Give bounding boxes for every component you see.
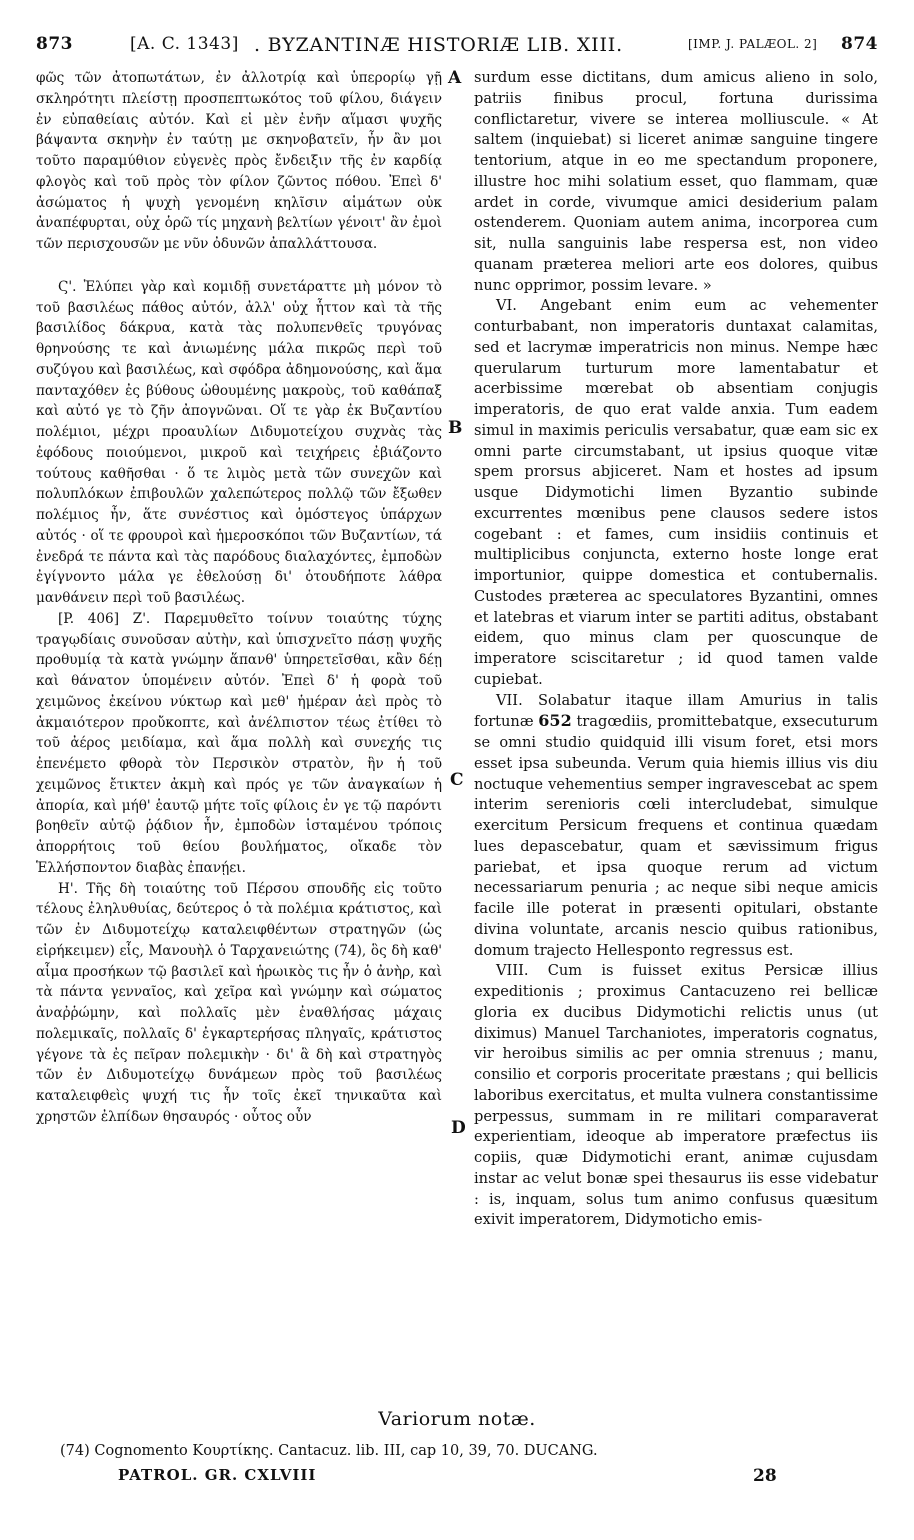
latin-text-column: [474, 68, 878, 1231]
volume-reference: PATROL. GR. CXLVIII: [118, 1466, 317, 1484]
margin-marker-a: A: [448, 68, 462, 88]
latin-paragraph: surdum esse dictitans, dum amicus alieno in solo, patriis finibus procul, fortuna durissima conflictaretur, vivere se interea molliuscule. « At saltem (inquiebat) si liceret animæ sanguine tingere tentorium, atque in eo me spectandum proponere, illustre hoc mihi solatium esset, quo flammam, quæ ardet in corde, vivumque amici desiderium palam ostenderem. Quoniam autem anima, incorporea cum sit, nulla sanguinis labe respersa est, non video quanam præterea meliori arte eos dolores, quibus nunc opprimor, possim levare. »: [474, 69, 878, 294]
greek-paragraph: φῶς τῶν ἀτοπωτάτων, ἐν ἀλλοτρίᾳ καὶ ὑπερορίῳ γῇ σκληρότητι πλείστῃ προσπεπτωκότος τοῦ φίλου, διάγειν ἐν εὐπαθείαις αὐτόν. Καὶ εἰ μὲν ἐνῆν αἵμασι ψυχῆς βάψαντα σκηνὴν ἐν ταύτῃ με σκηνοβατεῖν, ἦν ἂν μοι τοῦτο παραμύθιον εὐγενὲς πρὸς ἔνδειξιν τῆς ἐν καρδίᾳ φλογὸς καὶ τοῦ πρὸς τὸν φίλον ζῶντος πόθου. Ἐπεὶ δ' ἀσώματος ἡ ψυχὴ γενομένη κηλῖσιν αἱμάτων οὐκ ἀναπέφυρται, οὐχ ὁρῶ τίς μηχανὴ βελτίων γένοιτ' ἂν ἐμοὶ τῶν περισχουσῶν με νῦν ὀδυνῶν ἀπαλλάττουσα.: [36, 70, 442, 252]
margin-marker-c: C: [450, 770, 464, 790]
latin-paragraph: VIII. Cum is fuisset exitus Persicæ illius expeditionis ; proximus Cantacuzeno rei bellicæ gloria ex ducibus Didymotichi relictis unus (ut diximus) Manuel Tarchaniotes, imperatoris cognatus, vir heroibus similis ac per omnia strenuus ; manu, consilio et corporis proceritate præstans ; qui bellicis laboribus exercitatus, et multa vulnera constantissime perpessus, summam in re militari comparaverat experientiam, ideoque ab imperatore præfectus iis copiis, quæ Didymotichi erant, animæ cujusdam instar ac velut bonæ spei thesaurus iis esse videbatur : is, inquam, solus tum animo confusus quæsitum exivit imperatorem, Didymoticho emis-: [474, 962, 878, 1229]
column-number: 652: [538, 711, 572, 731]
greek-text-column: [36, 68, 442, 1128]
year-reference: [A. C. 1343]: [130, 34, 239, 54]
page-number-left: 873: [36, 34, 73, 54]
latin-paragraph: VI. Angebant enim eum ac vehementer conturbabant, non imperatoris duntaxat calamitas, sed et lacrymæ imperatricis non minus. Nempe hæc querularum turturum more lamentabatur et acerbissime mœrebat ob absentiam conjugis imperatoris, de quo erat valde anxia. Tum eadem simul in maximis periculis versabatur, quæ eam sic ex omni parte circumstabant, ut ipsius quoque vitæ spem prorsus abjiceret. Nam et hostes ad ipsum usque Didymotichi limen Byzantio subinde excurrentes mœnibus pene clausos sedere istos cogebant : et fames, cum insidiis continuis et multiplicibus conjuncta, externo hoste longe erat importunior, quippe domestica et contubernalis. Custodes præterea ac speculatores Byzantini, omnes et latebras et viarum inter se partiti aditus, obstabant eidem, quo minus clam per quoscunque de imperatore sciscitaretur ; id quod tamen valde cupiebat.: [474, 297, 878, 688]
page-number-right: 874: [841, 34, 878, 54]
latin-paragraph: VII. Solabatur itaque illam Amurius in talis fortunæ 652 tragœdiis, promittebatque, exsecuturum se omni studio quidquid illi visum foret, etsi mors esset ipsa subeunda. Verum quia hiemis illius vis diu noctuque vehementius semper ingravescebat ac spem interim serenioris cœli intercludebat, simulque exercitum Persicum frequens et continua quædam lues depascebatur, quam et sævissimum frigus pariebat, et ipsa quoque rerum ad victum necessariarum penuria ; ac neque sibi neque amicis facile ille poterat in præsenti opitulari, obstante divina voluntate, arcanis nescio quibus rationibus, domum trajecto Hellesponto regressus est.: [474, 691, 878, 959]
signature-number: 28: [753, 1466, 777, 1486]
running-title: . BYZANTINÆ HISTORIÆ LIB. XIII.: [254, 34, 623, 56]
greek-paragraph: Η'. Τῆς δὴ τοιαύτης τοῦ Πέρσου σπουδῆς εἰς τοῦτο τέλους ἐληλυθυίας, δεύτερος ὁ τὰ πολέμια κράτιστος, καὶ τῶν ἐν Διδυμοτείχῳ καταλειφθέντων στρατηγῶν (ὡς εἰρήκειμεν) εἷς, Μανουὴλ ὁ Ταρχανειώτης (74), ὃς δὴ καθ' αἷμα προσήκων τῷ βασιλεῖ καὶ ἡρωικὸς τις ἦν ὁ ἀνὴρ, καὶ τὰ πάντα γενναῖος, καὶ χεῖρα καὶ γνώμην καὶ σώματος ἀναῤῥώμην, καὶ πολλαῖς μὲν ἐναθλήσας μάχαις πολεμικαῖς, πολλαῖς δ' ἐγκαρτερήσας πληγαῖς, κράτιστος γέγονε τὰ ἐς πεῖραν πολεμικὴν · δι' ἃ δὴ καὶ στρατηγὸς τῶν ἐν Διδυμοτείχῳ δυνάμεων πρὸς τοῦ βασιλέως καταλειφθεὶς ψυχή τις ἦν τοῖς ἐκεῖ τηνικαῦτα καὶ χρηστῶν ἐλπίδων θησαυρός · οὗτος οὖν: [36, 880, 442, 1125]
margin-marker-b: B: [448, 418, 463, 438]
notes-heading: Variorum notæ.: [378, 1408, 536, 1430]
footnote: (74) Cognomento Κουρτίκης. Cantacuz. lib. III, cap 10, 39, 70. DUCANG.: [60, 1443, 598, 1459]
greek-paragraph: Ϛ'. Ἐλύπει γὰρ καὶ κομιδῇ συνετάραττε μὴ μόνον τὸ τοῦ βασιλέως πάθος αὐτόν, ἀλλ' οὐχ ἧττον καὶ τὰ τῆς βασιλίδος δάκρυα, κατὰ τὰς πολυπενθεῖς τρυγόνας θρηνούσης τε καὶ ἀνιωμένης μάλα πικρῶς περὶ τοῦ συζύγου καὶ βασιλέως, καὶ σφόδρα ἀδημονούσης, καὶ ἅμα πανταχόθεν ἐς βύθους ὠθουμένης μακροὺς, τοῦ καθάπαξ καὶ αὐτό γε τὸ ζῆν ἀπογνῶναι. Οἵ τε γὰρ ἐκ Βυζαντίου πολέμιοι, μέχρι προαυλίων Διδυμοτείχου συχνὰς τὰς ἐφόδους ποιούμενοι, μικροῦ καὶ τειχήρεις ἐβιάζοντο τούτους καθῆσθαι · ὅ τε λιμὸς μετὰ τῶν συνεχῶν καὶ πολυπλόκων ἐπιβουλῶν χαλεπώτερος πολλῷ τῶν ἔξωθεν πολέμιος ἦν, ἅτε συνέστιος καὶ ὁμόστεγος ὑπάρχων αὐτός · οἵ τε φρουροὶ καὶ ἡμεροσκόποι τῶν Βυζαντίων, τά ἐνεδρά τε πάντα καὶ τὰς παρόδους διαλαχόντες, ἐμποδὼν ἐγίγνοντο μάλα γε ἐθελούσῃ δι' ὁτουδήποτε λάθρα μανθάνειν περὶ τοῦ βασιλέως.: [36, 278, 442, 606]
emperor-reference: [IMP. J. PALÆOL. 2]: [688, 37, 818, 51]
greek-paragraph: [P. 406] Ζ'. Παρεμυθεῖτο τοίνυν τοιαύτης τύχης τραγῳδίαις συνοῦσαν αὐτὴν, καὶ ὑπισχνεῖτο πάσῃ ψυχῆς προθυμίᾳ τὰ κατὰ γνώμην ἅπανθ' ὑπηρετεῖσθαι, κἂν δέῃ καὶ θάνατον ὑπομένειν αὐτόν. Ἐπεὶ δ' ἡ φορὰ τοῦ χειμῶνος ἐκείνου νύκτωρ καὶ μεθ' ἡμέραν ἀεὶ πρὸς τὸ ἀκμαιότερον προὔκοπτε, καὶ ἀνέλπιστον τέως ἐτίθει τὸ τοῦ ἀέρος μειδίαμα, καὶ ἅμα πολλὴ καὶ συνεχής τις ἐπενέμετο φθορὰ τὸν Περσικὸν στρατὸν, ἣν ἡ τοῦ χειμῶνος ἔτικτεν ἀκμὴ καὶ πρός γε τῶν ἀναγκαίων ἡ ἀπορία, καὶ μήθ' ἑαυτῷ μήτε τοῖς φίλοις ἐν γε τῷ παρόντι βοηθεῖν αὐτῷ ῥᾴδιον ἦν, ἐμποδὼν ἱσταμένου τρόποις ἀπορρήτοις τοῦ θείου βουλήματος, οἴκαδε τὸν Ἑλλήσποντον διαβὰς ἐπανῄει.: [36, 610, 442, 876]
running-header: [36, 34, 878, 58]
margin-marker-d: D: [451, 1118, 466, 1138]
